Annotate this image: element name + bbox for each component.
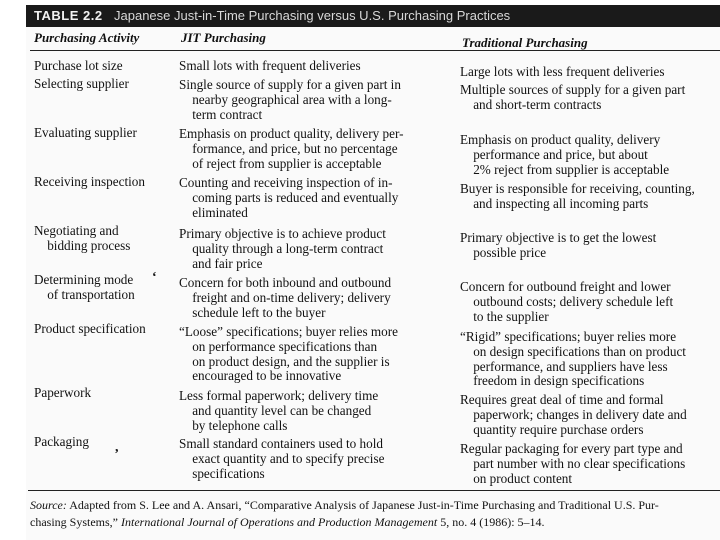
row-5-jit: Concern for both inbound and outbound freight and on-time delivery; delivery schedule left to the buyer [179,275,392,320]
row-2-jit: Emphasis on product quality, delivery per- formance, and price, but no percentage of reject from supplier is acceptable [179,126,404,171]
row-7-activity: Paperwork [34,385,92,400]
source-label: Source: [30,498,67,512]
row-5-traditional: Concern for outbound freight and lower outbound costs; delivery schedule left to the supplier [460,279,674,324]
row-1-traditional: Multiple sources of supply for a given part and short-term contracts [460,82,686,112]
table-title-bar [26,5,720,27]
row-2-traditional: Emphasis on product quality, delivery performance and price, but about 2% reject from supplier is acceptable [460,132,670,177]
row-6-traditional: “Rigid” specifications; buyer relies more on design specifications than on product performance, and suppliers have less freedom in design specifications [460,329,686,389]
row-3-activity: Receiving inspection [34,174,145,189]
row-1-activity: Selecting supplier [34,76,129,91]
row-4-activity: Negotiating and bidding process [34,223,131,253]
source-text-2: chasing Systems,” [30,515,118,529]
source-note [30,497,720,531]
row-7-traditional: Requires great deal of time and formal paperwork; changes in delivery date and quantity require purchase orders [460,392,687,437]
row-1-jit: Single source of supply for a given part in nearby geographical area with a long- term contract [179,77,401,122]
row-6-jit: “Loose” specifications; buyer relies more on performance specifications than on product design, and the supplier is encouraged to be innovative [179,324,398,384]
header-traditional: Traditional Purchasing [462,35,588,50]
header-activity: Purchasing Activity [34,30,140,45]
source-journal: International Journal of Operations and Production Management [121,515,438,529]
header-rule [30,50,720,51]
margin-speck: ʻ [152,270,157,285]
row-2-activity: Evaluating supplier [34,125,137,140]
row-8-jit: Small standard containers used to hold exact quantity and to specify precise specifications [179,436,385,481]
table-title: Japanese Just-in-Time Purchasing versus U.S. Purchasing Practices [114,8,511,23]
row-0-jit: Small lots with frequent deliveries [179,58,361,73]
source-rule [28,490,720,491]
header-jit: JIT Purchasing [181,30,266,45]
row-8-traditional: Regular packaging for every part type and part number with no clear specifications on product content [460,441,686,486]
source-text-3: 5, no. 4 (1986): 5–14. [440,515,545,529]
row-0-activity: Purchase lot size [34,58,123,73]
row-8-activity: Packaging [34,434,89,449]
row-6-activity: Product specification [34,321,146,336]
margin-speck: , [115,440,119,455]
table-number: TABLE 2.2 [34,8,103,23]
row-4-jit: Primary objective is to achieve product quality through a long-term contract and fair price [179,226,386,271]
row-7-jit: Less formal paperwork; delivery time and quantity level can be changed by telephone calls [179,388,379,433]
row-4-traditional: Primary objective is to get the lowest possible price [460,230,657,260]
row-3-traditional: Buyer is responsible for receiving, counting, and inspecting all incoming parts [460,181,695,211]
source-text-1: Adapted from S. Lee and A. Ansari, “Comparative Analysis of Japanese Just-in-Time Purchasing and Traditional U.S. Pur- [69,498,659,512]
row-5-activity: Determining mode of transportation [34,272,135,302]
row-3-jit: Counting and receiving inspection of in- coming parts is reduced and eventually eliminated [179,175,399,220]
row-0-traditional: Large lots with less frequent deliveries [460,64,665,79]
